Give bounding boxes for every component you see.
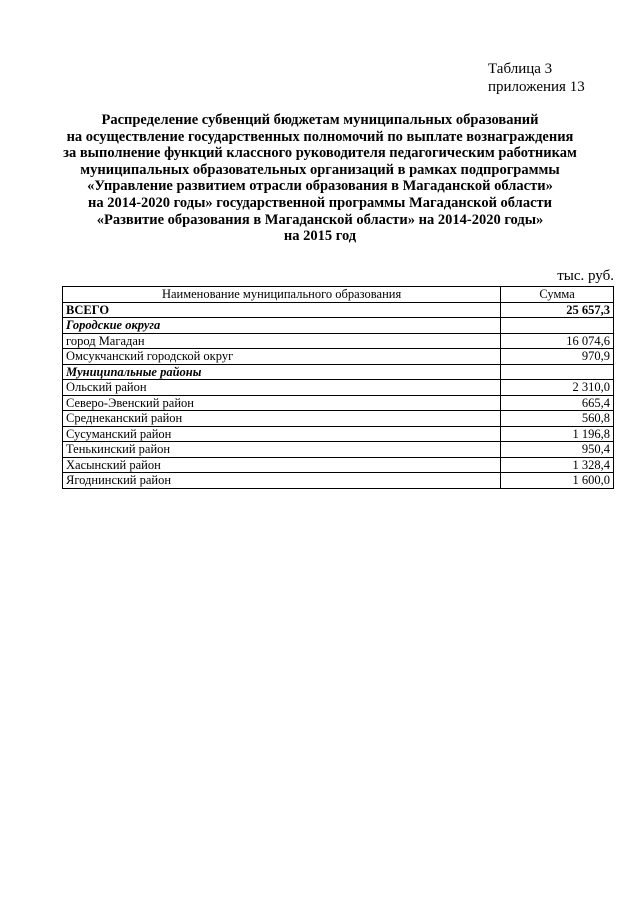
- table-label: Таблица 3: [488, 61, 553, 77]
- subvention-table: [62, 286, 614, 489]
- title-line: на 2015 год: [283, 228, 357, 245]
- row-name: Омсукчанский городской округ: [63, 349, 501, 365]
- title-line: «Развитие образования в Магаданской области» на 2014-2020 годы»: [96, 211, 544, 228]
- unit-label: тыс. руб.: [557, 268, 614, 284]
- title-line: «Управление развитием отрасли образования в Магаданской области»: [87, 178, 553, 195]
- row-sum: [501, 364, 614, 380]
- table-row: [63, 349, 614, 365]
- row-name: Сусуманский район: [63, 426, 501, 442]
- row-sum: 16 074,6: [501, 333, 614, 349]
- row-sum: 25 657,3: [501, 302, 614, 318]
- title-line: Распределение субвенций бюджетам муниципальных образований: [101, 112, 539, 128]
- row-sum: [501, 318, 614, 334]
- row-name: Тенькинский район: [63, 442, 501, 458]
- table-row: [63, 380, 614, 396]
- row-sum: 950,4: [501, 442, 614, 458]
- appendix-label: приложения 13: [488, 79, 585, 95]
- table-row: [63, 442, 614, 458]
- row-sum: 2 310,0: [501, 380, 614, 396]
- row-sum: 1 600,0: [501, 473, 614, 489]
- row-name: Ягоднинский район: [63, 473, 501, 489]
- row-sum: 1 328,4: [501, 457, 614, 473]
- row-name: Муниципальные районы: [63, 364, 501, 380]
- table-row-total: [63, 302, 614, 318]
- row-name: Хасынский район: [63, 457, 501, 473]
- table-row: [63, 395, 614, 411]
- table-row: [63, 457, 614, 473]
- row-name: город Магадан: [63, 333, 501, 349]
- table-row: [63, 426, 614, 442]
- title-line: муниципальных образовательных организаций в рамках подпрограммы: [80, 161, 560, 178]
- row-name: Северо-Эвенский район: [63, 395, 501, 411]
- row-sum: 665,4: [501, 395, 614, 411]
- table-row-group: [63, 318, 614, 334]
- row-name: Городские округа: [63, 318, 501, 334]
- document-title: [40, 112, 600, 245]
- table-row: [63, 333, 614, 349]
- table-row: [63, 411, 614, 427]
- column-header-sum: Сумма: [501, 287, 614, 303]
- row-name: Ольский район: [63, 380, 501, 396]
- table-header-row: [63, 287, 614, 303]
- row-sum: 970,9: [501, 349, 614, 365]
- row-name: ВСЕГО: [63, 302, 501, 318]
- table-reference: [488, 60, 618, 96]
- row-name: Среднеканский район: [63, 411, 501, 427]
- table-row: [63, 473, 614, 489]
- row-sum: 560,8: [501, 411, 614, 427]
- column-header-name: Наименование муниципального образования: [63, 287, 501, 303]
- row-sum: 1 196,8: [501, 426, 614, 442]
- title-line: за выполнение функций классного руководителя педагогическим работникам: [63, 145, 577, 162]
- title-line: на осуществление государственных полномочий по выплате вознаграждения: [66, 128, 574, 145]
- title-line: на 2014-2020 годы» государственной программы Магаданской области: [88, 194, 552, 211]
- table-row-group: [63, 364, 614, 380]
